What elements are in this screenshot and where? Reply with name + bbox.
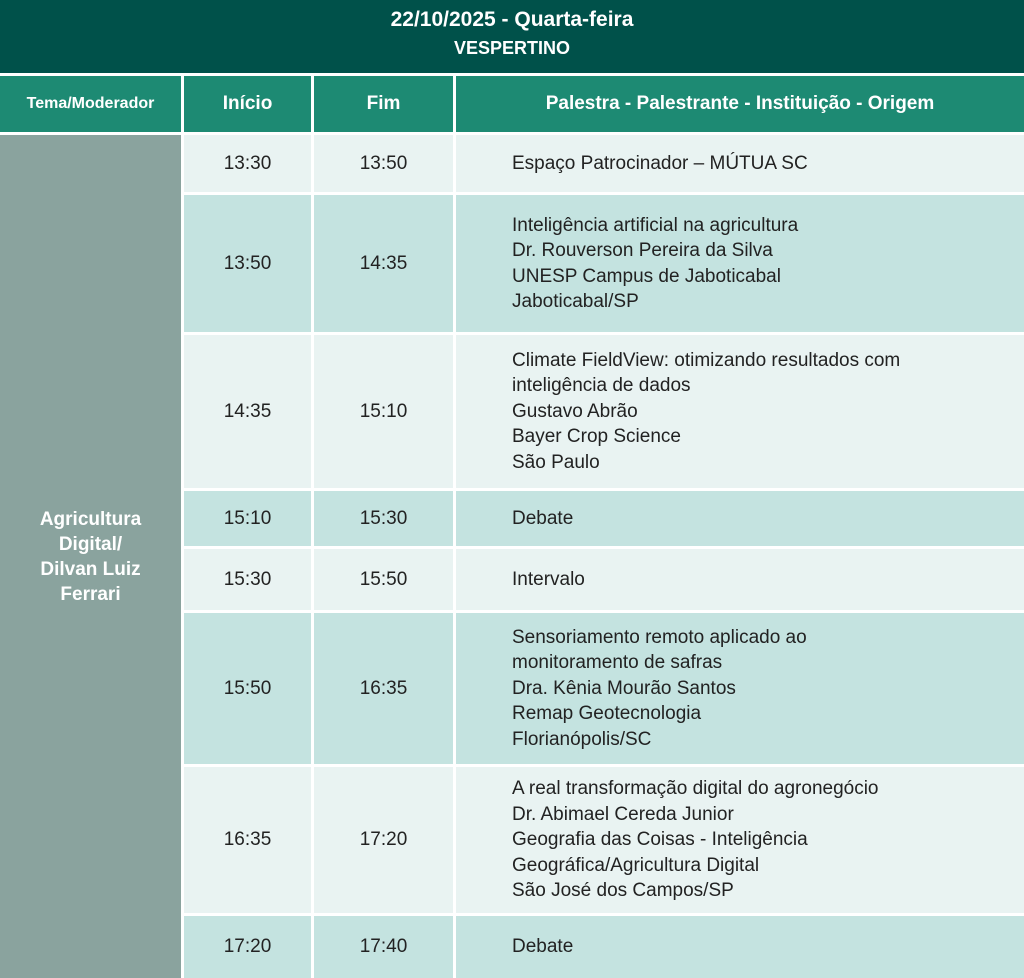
theme-line: Ferrari — [60, 583, 121, 605]
theme-line: Dilvan Luiz — [40, 558, 141, 580]
talk-line: Dr. Abimael Cereda Junior — [512, 803, 734, 825]
talk-line: Geográfica/Agricultura Digital — [512, 854, 760, 876]
talk-line: monitoramento de safras — [512, 652, 723, 674]
talk-line: São José dos Campos/SP — [512, 880, 734, 902]
talk-line: inteligência de dados — [512, 375, 691, 397]
talk-line: Dra. Kênia Mourão Santos — [512, 677, 736, 699]
talk-line: Bayer Crop Science — [512, 426, 681, 448]
row-talk-description — [456, 613, 1024, 764]
row-start-time: 13:30 — [184, 135, 311, 192]
talk-line: Jaboticabal/SP — [512, 291, 639, 312]
row-talk-description — [456, 195, 1024, 332]
row-start-time: 13:50 — [184, 195, 311, 332]
row-talk-description — [456, 135, 1024, 192]
row-end-time: 17:40 — [314, 916, 453, 978]
talk-line: Espaço Patrocinador – MÚTUA SC — [512, 152, 808, 174]
row-end-time: 16:35 — [314, 613, 453, 764]
row-start-time: 15:10 — [184, 491, 311, 546]
talk-line: Remap Geotecnologia — [512, 703, 702, 725]
talk-line: São Paulo — [512, 451, 600, 473]
row-end-time: 17:20 — [314, 767, 453, 913]
row-start-time: 17:20 — [184, 916, 311, 978]
row-talk-description — [456, 491, 1024, 546]
row-start-time: 15:50 — [184, 613, 311, 764]
talk-line: UNESP Campus de Jaboticabal — [512, 265, 781, 287]
row-end-time: 14:35 — [314, 195, 453, 332]
talk-line: Sensoriamento remoto aplicado ao — [512, 626, 807, 648]
row-end-time: 15:10 — [314, 335, 453, 488]
title-bar — [0, 0, 1024, 73]
theme-line: Agricultura — [39, 508, 142, 530]
row-end-time: 15:50 — [314, 549, 453, 610]
talk-line: Debate — [512, 507, 574, 529]
talk-line: Climate FieldView: otimizando resultados com — [512, 349, 901, 371]
talk-line: Geografia das Coisas - Inteligência — [512, 829, 808, 851]
talk-line: Inteligência artificial na agricultura — [512, 214, 799, 236]
theme-line: Digital/ — [58, 533, 123, 555]
column-header-tema: Tema/Moderador — [0, 76, 181, 132]
theme-moderator-text — [16, 507, 166, 607]
row-talk-description — [456, 767, 1024, 913]
row-talk-description — [456, 916, 1024, 978]
talk-line: Debate — [512, 936, 574, 958]
row-end-time: 15:30 — [314, 491, 453, 546]
row-talk-description — [456, 335, 1024, 488]
period-title: VESPERTINO — [453, 38, 571, 58]
row-start-time: 15:30 — [184, 549, 311, 610]
column-header-fim: Fim — [314, 76, 453, 132]
row-end-time: 13:50 — [314, 135, 453, 192]
talk-line: Dr. Rouverson Pereira da Silva — [512, 240, 773, 261]
column-header-inicio: Início — [184, 76, 311, 132]
date-title: 22/10/2025 - Quarta-feira — [390, 8, 634, 31]
talk-line: Gustavo Abrão — [512, 400, 638, 422]
talk-line: Intervalo — [512, 568, 585, 590]
row-talk-description — [456, 549, 1024, 610]
column-header-palestra: Palestra - Palestrante - Instituição - Origem — [456, 76, 1024, 132]
row-start-time: 14:35 — [184, 335, 311, 488]
talk-line: Florianópolis/SC — [512, 728, 652, 750]
row-start-time: 16:35 — [184, 767, 311, 913]
talk-line: A real transformação digital do agronegócio — [512, 778, 879, 800]
theme-moderator-cell — [0, 135, 181, 978]
